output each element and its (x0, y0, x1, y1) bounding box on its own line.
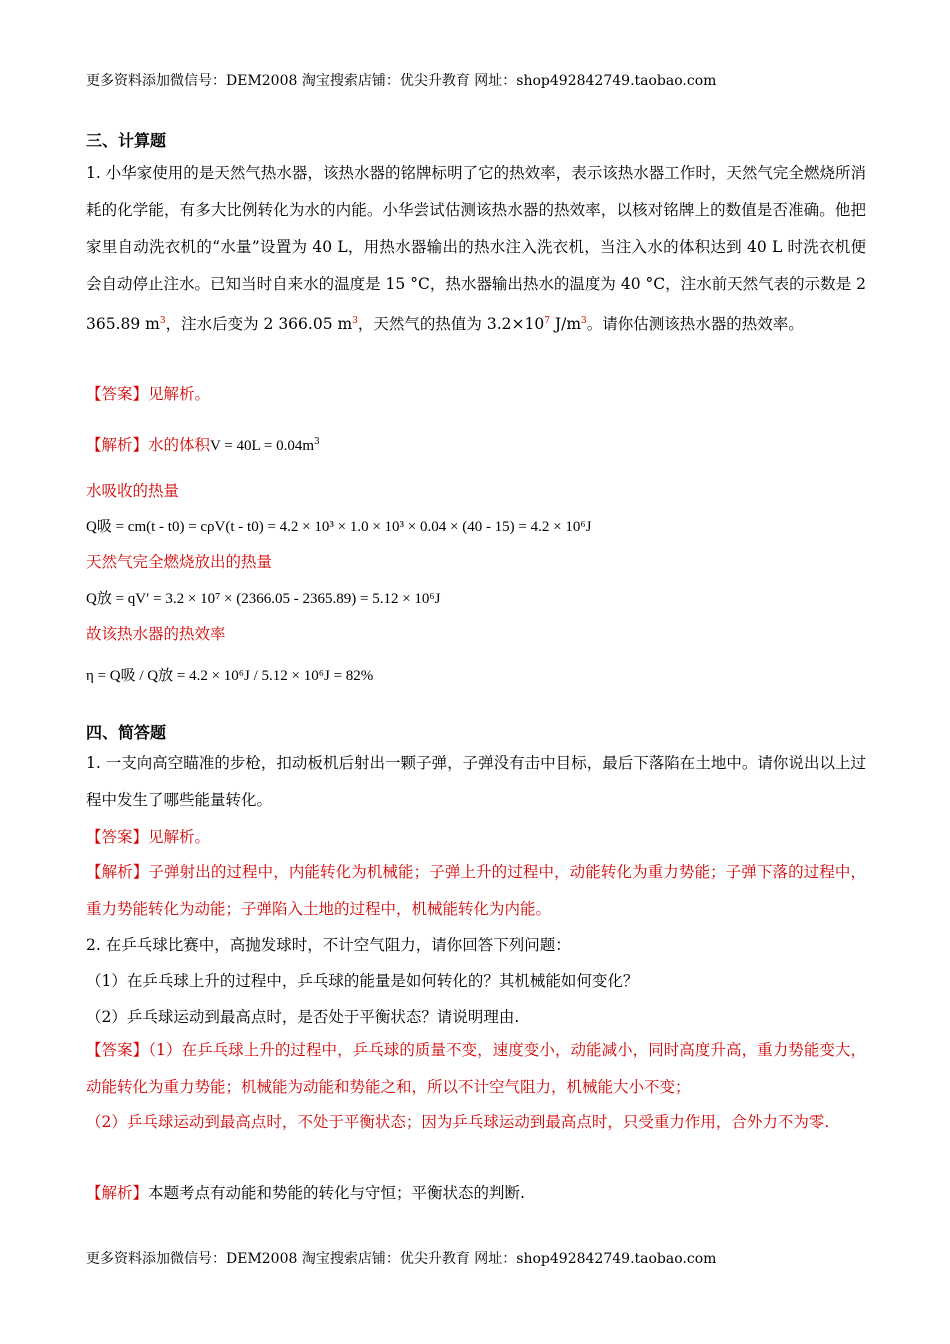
short-question-2: 2. 在乒乓球比赛中，高抛发球时，不计空气阻力，请你回答下列问题： (86, 936, 571, 954)
calc-analysis-volume: 【解析】水的体积$V = 40L = 0.04m^3$ (86, 436, 320, 454)
short-question-2-sub-2: （2）乒乓球运动到最高点时，是否处于平衡状态？请说明理由. (86, 1008, 520, 1026)
formula-efficiency: η = Q吸 / Q放 = 4.2 × 10⁶J / 5.12 × 10⁶J = 82% (86, 668, 374, 684)
short-analysis-1: 【解析】子弹射出的过程中，内能转化为机械能；子弹上升的过程中，动能转化为重力势能；子弹下落的过程中，重力势能转化为动能；子弹陷入土地的过程中，机械能转化为内能。 (86, 863, 866, 918)
short-answer-2-part-1: 【答案】（1）在乒乓球上升的过程中，乒乓球的质量不变，速度变小，动能减小，同时高度升高，重力势能变大，动能转化为重力势能；机械能为动能和势能之和，所以不计空气阻力，机械能大小不变； (86, 1041, 866, 1096)
short-analysis-2: 【解析】本题考点有动能和势能的转化与守恒；平衡状态的判断. (86, 1184, 525, 1202)
short-answer-2-part-2: （2）乒乓球运动到最高点时，不处于平衡状态；因为乒乓球运动到最高点时，只受重力作用，合外力不为零. (86, 1113, 830, 1131)
efficiency-label: 故该热水器的热效率 (86, 625, 226, 643)
calc-question-1: 1. 小华家使用的是天然气热水器，该热水器的铭牌标明了它的热效率，表示该热水器工作时，天然气完全燃烧所消耗的化学能，有多大比例转化为水的内能。小华尝试估测该热水器的热效率，以核对铭牌上的数值是否准确。他把家里自动洗衣机的“水量”设置为 40 L，用热水器输出的热水注入洗衣机，当注入水的体积达到 40 L 时洗衣机便会自动停止注水。已知当时自来水的温度是 15 °C，热水器输出热水的温度为 40 °C，注水前天然气表的示数是 2 365.89 $m^3$，注水后变为 2 366.05 $m^3$，天然气的热值为 $3.2\times 10^7$ $J/m^3$。请你估测该热水器的热效率。 (86, 164, 866, 333)
heat-absorbed-label: 水吸收的热量 (86, 482, 180, 500)
heat-released-label: 天然气完全燃烧放出的热量 (86, 553, 273, 571)
formula-heat-released: Q放 = qV′ = 3.2 × 10⁷ × (2366.05 - 2365.89) = 5.12 × 10⁶J (86, 591, 441, 607)
calc-answer: 【答案】见解析。 (86, 385, 211, 403)
formula-heat-absorbed: Q吸 = cm(t - t0) = cρV(t - t0) = 4.2 × 10³ × 1.0 × 10³ × 0.04 × (40 - 15) = 4.2 × 10⁶J (86, 519, 592, 535)
short-answer-1: 【答案】见解析。 (86, 828, 211, 846)
section-4-title: 四、简答题 (86, 723, 167, 742)
short-question-2-sub-1: （1）在乒乓球上升的过程中，乒乓球的能量是如何转化的？其机械能如何变化？ (86, 972, 639, 990)
short-question-1: 1. 一支向高空瞄准的步枪，扣动板机后射出一颗子弹，子弹没有击中目标，最后下落陷在土地中。请你说出以上过程中发生了哪些能量转化。 (86, 754, 866, 809)
header-ad: 更多资料添加微信号：DEM2008 淘宝搜索店铺：优尖升教育 网址：shop492842749.taobao.com (86, 73, 717, 89)
footer-ad: 更多资料添加微信号：DEM2008 淘宝搜索店铺：优尖升教育 网址：shop492842749.taobao.com (86, 1251, 717, 1267)
section-3-title: 三、计算题 (86, 131, 167, 150)
